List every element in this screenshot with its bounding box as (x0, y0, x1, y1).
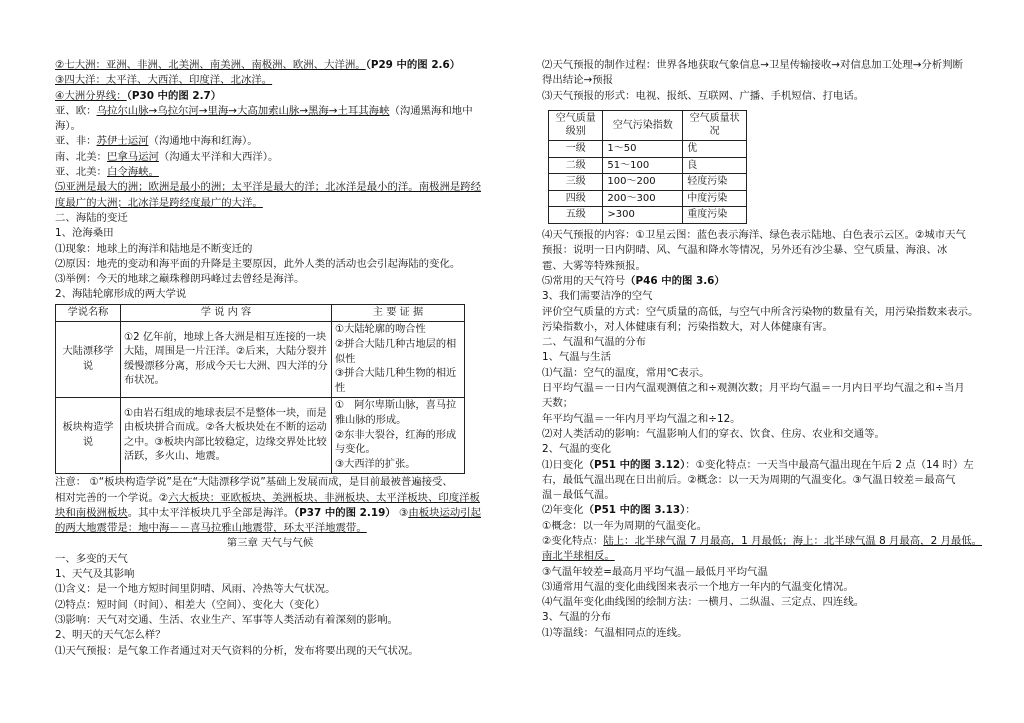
table-row (549, 190, 747, 207)
text-span: （沟通地中海和红海）。 (148, 135, 258, 148)
figure-ref: （P29 中的图 2.6） (365, 59, 461, 71)
table-header-row (549, 110, 747, 140)
text-line: ⑸亚洲是最大的洲；欧洲是最小的洲；太平洋是最大的洋；北冰洋是最小的洋。南极洲是跨经 (55, 181, 482, 194)
table-row (549, 157, 747, 174)
text-line: ⑶举例：今天的地球之巅珠穆朗玛峰过去曾经是海洋。 (55, 273, 305, 286)
text-span: 乌拉尔山脉→乌拉尔河→里海→大高加索山脉→黑海→土耳其海峡 (96, 104, 390, 117)
table-header-cell: 学说名称 (56, 304, 121, 322)
text-line: ⑶通常用气温的变化曲线图来表示一个地方一年内的气温变化情况。 (542, 580, 854, 593)
text-span: ②变化特点： (542, 534, 604, 547)
right-column (542, 58, 983, 641)
text-span: 块和南极洲板块 (55, 506, 128, 519)
text-span: ④大洲分界线： (55, 89, 127, 102)
subsection-heading: 1、气温与生活 (542, 351, 611, 364)
subsection-heading: 2、海陆轮廓形成的两大学说 (55, 288, 187, 301)
text-line (55, 165, 485, 180)
text-line (55, 58, 485, 73)
text-line: 污染指数小，对人体健康有利；污染指数大，对人体健康有害。 (542, 320, 833, 333)
subsection-heading: 1、天气及其影响 (55, 568, 135, 581)
table-header-cell: 主 要 证 据 (332, 304, 465, 322)
table-header-cell: 学 说 内 容 (121, 304, 332, 322)
table-header-cell: 空气污染指数 (603, 110, 683, 140)
text-span: ： (685, 504, 696, 517)
table-cell: 三级 (549, 174, 603, 191)
text-line: ③气温年较差=最高月平均气温－最低月平均气温 (542, 565, 768, 578)
text-line: 注意： ①“板块构造学说”是在“大陆漂移学说”基础上发展而成，是目前最被普遍接受、 (55, 476, 453, 489)
table-row (56, 398, 465, 474)
text-span: ⑸常用的天气符号 (542, 274, 626, 287)
table-cell: 优 (683, 141, 747, 158)
theory-evidence-cell (332, 398, 465, 474)
subsection-heading: 1、沧海桑田 (55, 227, 114, 240)
text-line (55, 491, 485, 506)
text-span: ⑵年变化 (542, 504, 584, 517)
text-span: 陆上：北半球气温 7 月最高，1 月最低；海上：北半球气温 8 月最高，2 月最低。 (603, 534, 983, 547)
text-line (55, 104, 485, 119)
text-span: 相对完善的一个学说。② (55, 491, 169, 504)
left-column (55, 58, 485, 659)
text-span: ⑴日变化 (542, 458, 584, 471)
section-heading: 一、多变的天气 (55, 552, 128, 565)
text-line: 评价空气质量的方式：空气质量的高低，与空气中所含污染物的数量有关，用污染指数来表示。 (542, 305, 979, 318)
figure-ref: （P30 中的图 2.7） (126, 89, 222, 102)
text-line: 得出结论→预报 (542, 74, 614, 87)
evidence-item: ②拼合大陆几种古地层的相似性 (335, 338, 457, 365)
text-line: 年平均气温＝一年内月平均气温之和÷12。 (542, 412, 741, 425)
text-line: ⑶天气预报的形式：电视、报纸、互联网、广播、手机短信、打电话。 (542, 89, 865, 102)
text-line: 雹、大雾等特殊预报。 (542, 259, 646, 272)
figure-ref: （P37 中的图 2.19） (293, 506, 396, 519)
subsection-heading: 2、气温的变化 (542, 443, 611, 456)
text-line: ⑷气温年变化曲线图的绘制方法：一横月、二纵温、三定点、四连线。 (542, 596, 865, 609)
table-header-cell: 空气质量状况 (683, 110, 747, 140)
table-row (549, 174, 747, 191)
theory-name-cell: 板块构造学说 (56, 398, 121, 474)
text-line (542, 534, 983, 549)
text-line: 预报：说明一日内阴晴、风、气温和降水等情况，另外还有沙尘暴、空气质量、海浪、冰 (542, 244, 948, 257)
text-span: 南、北美： (55, 150, 107, 163)
evidence-item: ① 阿尔卑斯山脉，喜马拉雅山脉的形成。 (335, 400, 457, 426)
text-span: 白令海峡。 (106, 166, 159, 179)
text-span: 六大板块：亚欧板块、美洲板块、非洲板块、太平洋板块、印度洋板 (168, 491, 480, 504)
text-line: ⑷天气预报的内容：①卫星云图：蓝色表示海洋、绿色表示陆地、白色表示云区。②城市天气 (542, 229, 966, 242)
figure-ref: （P46 中的图 3.6） (625, 274, 725, 287)
text-span: ③ (395, 506, 409, 519)
table-cell: 200～300 (603, 190, 683, 207)
text-line: ⑴等温线：气温相同点的连线。 (542, 626, 688, 639)
text-line: ⑵原因：地壳的变动和海平面的升降是主要原因，此外人类的活动也会引起海陆的变化。 (55, 257, 461, 270)
text-line: 度最广的大洲；北冰洋是跨经度最广的大洋。 (55, 196, 263, 209)
text-line: ⑴气温：空气的温度，常用℃表示。 (542, 366, 710, 379)
table-cell: 轻度污染 (683, 174, 747, 191)
text-line: ⑴现象：地球上的海洋和陆地是不断变迁的 (55, 242, 253, 255)
text-span: 亚、北美： (55, 166, 107, 179)
subsection-heading: 3、气温的分布 (542, 611, 611, 624)
table-cell: 100～200 (603, 174, 683, 191)
evidence-item: ①大陆轮廓的吻合性 (335, 324, 426, 336)
text-line: 的两大地震带是：地中海－－喜马拉雅山地震带，环太平洋地震带。 (55, 522, 367, 535)
figure-ref: （P51 中的图 3.12） (583, 458, 686, 471)
text-line (55, 134, 485, 149)
text-line: 右，最低气温出现在日出前后。②概念：以一天为周期的气温变化。③气温日较差＝最高气 (542, 473, 956, 486)
theory-name-cell: 大陆漂移学说 (56, 322, 121, 398)
section-heading: 二、海陆的变迁 (55, 211, 128, 224)
theory-content-cell: ①2 亿年前，地球上各大洲是相互连接的一块大陆，周围是一片汪洋。②后来，大陆分裂并缓慢漂移分离，形成今天七大洲、四大洋的分布状况。 (121, 322, 332, 398)
text-line (55, 506, 485, 521)
text-line: ⑶影响：天气对交通、生活、农业生产、军事等人类活动有着深刻的影响。 (55, 613, 398, 626)
text-line: ⑵特点：短时间（时间）、相差大（空间）、变化大（变化） (55, 598, 326, 611)
text-line: ①概念：以一年为周期的气温变化。 (542, 519, 708, 532)
text-line: 天数； (542, 397, 574, 410)
table-cell: 一级 (549, 141, 603, 158)
table-cell: 良 (683, 157, 747, 174)
text-line (55, 73, 485, 88)
text-line: ⑴含义：是一个地方短时间里阴晴、风雨、冷热等大气状况。 (55, 583, 336, 596)
text-span: 。其中太平洋板块几乎全部是海洋。 (127, 506, 294, 519)
text-line: ⑵对人类活动的影响：气温影响人们的穿衣、饮食、住房、农业和交通等。 (542, 427, 885, 440)
table-cell: >300 (603, 207, 683, 224)
text-line (542, 458, 972, 473)
text-line: ⑵天气预报的制作过程：世界各地获取气象信息→卫星传输接收→对信息加工处理→分析判断 (542, 59, 963, 71)
text-line: 日平均气温＝一日内气温观测值之和÷观测次数；月平均气温＝一月内日平均气温之和÷当月 (542, 382, 965, 395)
text-span: ③四大洋：太平洋、大西洋、印度洋、北冰洋。 (55, 74, 273, 87)
table-row (549, 141, 747, 158)
text-line (55, 150, 485, 165)
air-quality-table (548, 110, 747, 224)
table-cell: 51～100 (603, 157, 683, 174)
table-row (549, 207, 747, 224)
theory-content-cell: ①由岩石组成的地球表层不是整体一块，而是由板块拼合而成。②各大板块处在不断的运动之中。③板块内部比较稳定，边缘交界处比较活跃，多火山、地震。 (121, 398, 332, 474)
text-span: （沟通黑海和地中 (389, 104, 473, 117)
text-span: 亚、欧： (55, 104, 97, 117)
theories-table (55, 304, 465, 475)
text-line (542, 503, 972, 518)
figure-ref: （P51 中的图 3.13） (583, 504, 686, 517)
table-header-row (56, 304, 465, 322)
table-cell: 四级 (549, 190, 603, 207)
evidence-item: ②东非大裂谷，红海的形成与变化。 (335, 429, 457, 456)
text-span: 巴拿马运河 (106, 150, 159, 163)
theory-evidence-cell (332, 322, 465, 398)
evidence-item: ③拼合大陆几种生物的相近性 (335, 368, 457, 394)
text-line: ⑴天气预报：是气象工作者通过对天气资料的分析，发布将要出现的天气状况。 (55, 644, 419, 657)
table-cell: 五级 (549, 207, 603, 224)
text-line: 海）。 (55, 120, 81, 133)
table-cell: 1～50 (603, 141, 683, 158)
text-line: 南北半球相反。 (542, 550, 615, 563)
text-line (55, 89, 485, 104)
evidence-item: ③大西洋的扩张。 (335, 458, 416, 470)
section-heading: 二、气温和气温的分布 (542, 336, 646, 349)
text-span: ②七大洲：亚洲、非洲、北美洲、南美洲、南极洲、欧洲、大洋洲。 (55, 59, 366, 71)
text-line: 温－最低气温。 (542, 489, 615, 502)
text-line (542, 274, 972, 289)
text-span: ：①变化特点：一天当中最高气温出现在午后 2 点（14 时）左 (685, 458, 974, 471)
table-row (56, 322, 465, 398)
table-cell: 二级 (549, 157, 603, 174)
text-span: 亚、非： (55, 135, 97, 148)
text-span: （沟通太平洋和大西洋）。 (158, 150, 279, 163)
subsection-heading: 3、我们需要洁净的空气 (542, 290, 653, 303)
table-header-cell: 空气质量级别 (549, 110, 603, 140)
text-span: 苏伊士运河 (96, 135, 149, 148)
table-cell: 中度污染 (683, 190, 747, 207)
table-cell: 重度污染 (683, 207, 747, 224)
text-span: 由板块运动引起 (408, 506, 482, 519)
chapter-title: 第三章 天气与气候 (226, 537, 314, 550)
subsection-heading: 2、明天的天气怎么样？ (55, 629, 166, 642)
